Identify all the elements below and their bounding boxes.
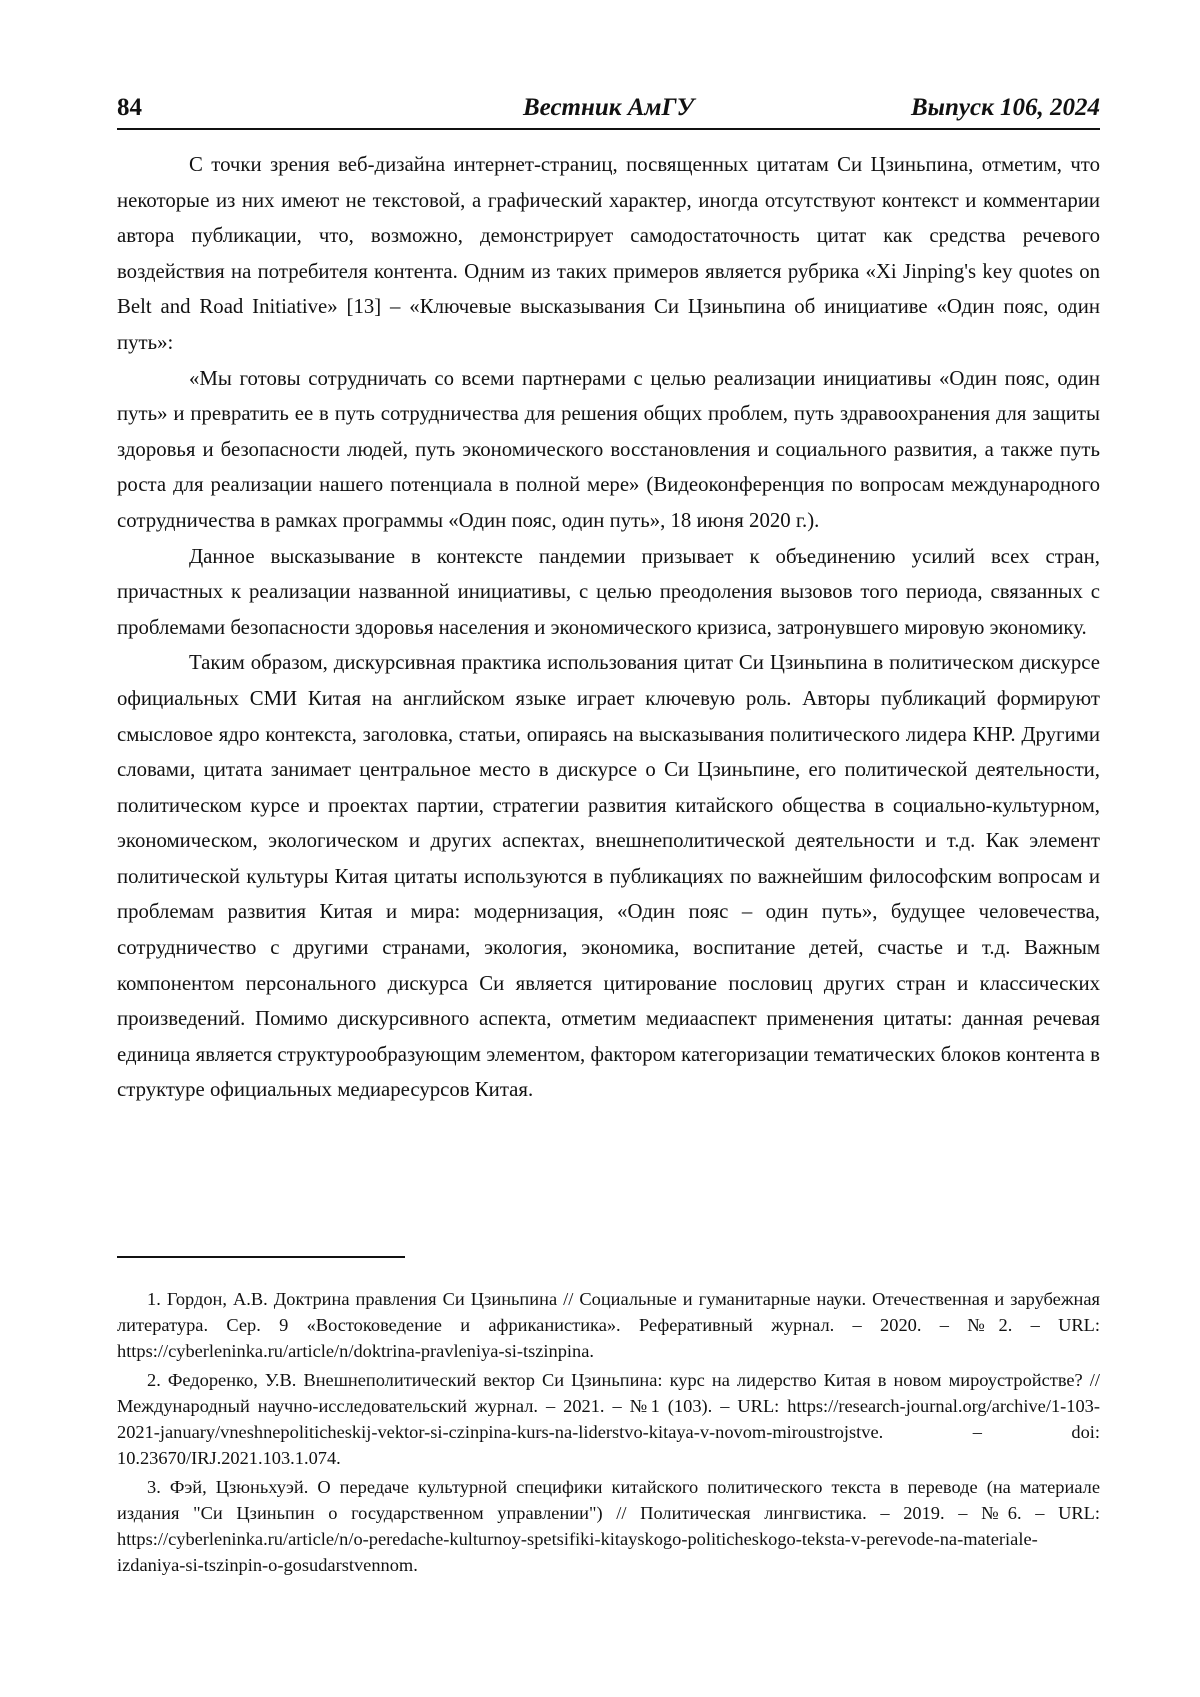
paragraph-quote: «Мы готовы сотрудничать со всеми партнерами с целью реализации инициативы «Один пояс, один путь» и превратить ее в путь сотрудничества для решения общих проблем, путь здравоохранения для защиты здоровья и безопасности людей, путь экономического восстановления и социального развития, а также путь роста для реализации нашего потенциала в полной мере» (Видеоконференция по вопросам международного сотрудничества в рамках программы «Один пояс, один путь», 18 июня 2020 г.). bbox=[117, 366, 1100, 532]
page-number: 84 bbox=[117, 94, 142, 121]
running-header bbox=[117, 94, 1100, 130]
footnote-divider bbox=[117, 1256, 405, 1258]
issue-info: Выпуск 106, 2024 bbox=[910, 94, 1100, 121]
article-body bbox=[117, 147, 1100, 1108]
paragraph-web-design: С точки зрения веб-дизайна интернет-страниц, посвященных цитатам Си Цзиньпина, отметим, что некоторые из них имеют не текстовой, а графический характер, иногда отсутствуют контекст и комментарии автора публикации, что, возможно, демонстрирует самодостаточность цитат как средства речевого воздействия на потребителя контента. Одним из таких примеров является рубрика «Xi Jinping's key quotes on Belt and Road Initiative» [13] – «Ключевые высказывания Си Цзиньпина об инициативе «Один пояс, один путь»: bbox=[117, 153, 1100, 354]
journal-title: Вестник АмГУ bbox=[523, 94, 694, 121]
footnotes bbox=[117, 1286, 1100, 1581]
footnote-item: 3. Фэй, Цзюньхуэй. О передаче культурной специфики китайского политического текста в переводе (на материале издания "Си Цзиньпин о государственном управлении") // Политическая лингвистика. – 2019. – №6. – URL: https://cyberleninka.ru/article/n/o-peredache-kulturnoy-spetsifiki-kitayskogo-politicheskogo-teksta-v-perevode-na-materiale-izdaniya-si-tszinpin-o-gosudarstvennom. bbox=[117, 1477, 1100, 1575]
footnote-item: 2. Федоренко, У.В. Внешнеполитический вектор Си Цзиньпина: курс на лидерство Китая в новом мироустройстве? // Международный научно-исследовательский журнал. – 2021. – №1 (103). – URL: https://research-journal.org/archive/1-103-2021-january/vneshnepoliticheskij-vektor-si-czinpina-kurs-na-liderstvo-kitaya-v-novom-miroustrojstve. – doi: 10.23670/IRJ.2021.103.1.074. bbox=[117, 1370, 1100, 1468]
footnote-item: 1. Гордон, А.В. Доктрина правления Си Цзиньпина // Социальные и гуманитарные науки. Отечественная и зарубежная литература. Сер. 9 «Востоковедение и африканистика». Реферативный журнал. – 2020. – №2. – URL: https://cyberleninka.ru/article/n/doktrina-pravleniya-si-tszinpina. bbox=[117, 1289, 1100, 1361]
paragraph-pandemic: Данное высказывание в контексте пандемии призывает к объединению усилий всех стран, причастных к реализации названной инициативы, с целью преодоления вызовов того периода, связанных с проблемами безопасности здоровья населения и экономического кризиса, затронувшего мировую экономику. bbox=[117, 544, 1100, 639]
paragraph-conclusion: Таким образом, дискурсивная практика использования цитат Си Цзиньпина в политическом дискурсе официальных СМИ Китая на английском языке играет ключевую роль. Авторы публикаций формируют смысловое ядро контекста, заголовка, статьи, опираясь на высказывания политического лидера КНР. Другими словами, цитата занимает центральное место в дискурсе о Си Цзиньпине, его политической деятельности, политическом курсе и проектах партии, стратегии развития китайского общества в социально-культурном, экономическом, экологическом и других аспектах, внешнеполитической деятельности и т.д. Как элемент политической культуры Китая цитаты используются в публикациях по важнейшим философским вопросам и проблемам развития Китая и мира: модернизация, «Один пояс – один путь», будущее человечества, сотрудничество с другими странами, экология, экономика, воспитание детей, счастье и т.д. Важным компонентом персонального дискурса Си является цитирование пословиц других стран и классических произведений. Помимо дискурсивного аспекта, отметим медиааспект применения цитаты: данная речевая единица является структурообразующим элементом, фактором категоризации тематических блоков контента в структуре официальных медиаресурсов Китая. bbox=[117, 651, 1100, 1102]
